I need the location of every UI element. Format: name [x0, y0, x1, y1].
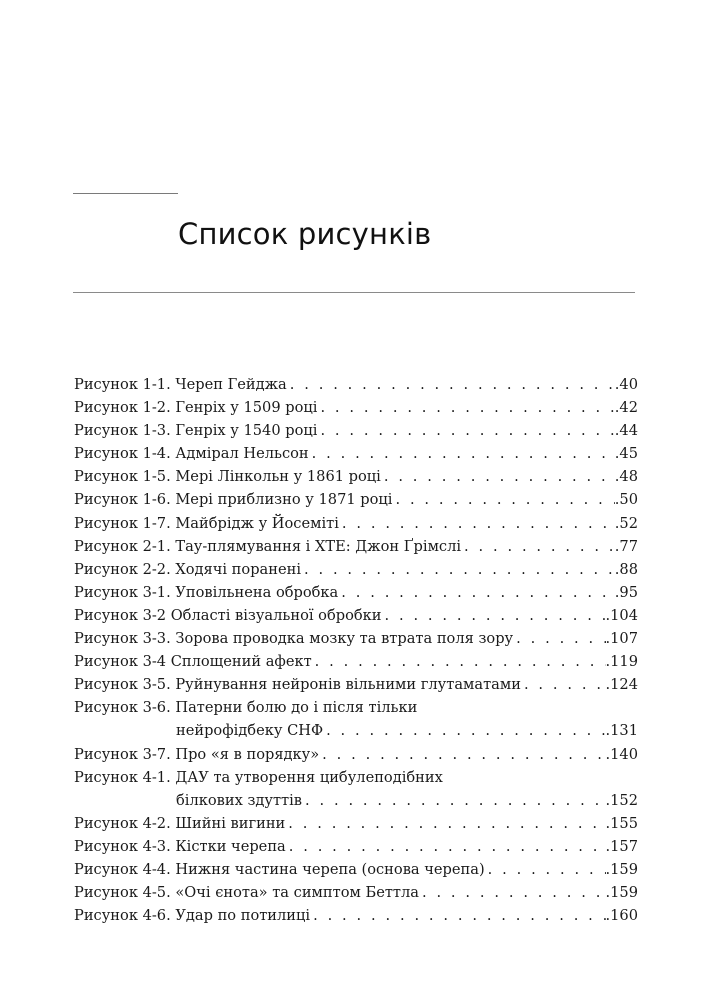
entry-label-continuation: білкових здуттів — [176, 791, 303, 809]
entry-page-number: .48 — [614, 468, 638, 486]
list-item — [74, 535, 638, 558]
entry-label: Рисунок 2-1. Тау-плямування і ХТЕ: Джон Ґрімслі — [74, 537, 462, 555]
entry-page-number: .124 — [605, 676, 638, 694]
dot-leader — [385, 604, 606, 627]
entry-page-number: .119 — [605, 653, 638, 671]
dot-leader — [288, 812, 605, 835]
list-item — [74, 488, 638, 511]
list-item-continuation — [74, 789, 638, 812]
entry-label: Рисунок 1-6. Мері приблизно у 1871 році — [74, 491, 393, 509]
dot-leader — [342, 512, 615, 535]
entry-label: Рисунок 3-7. Про «я в порядку» — [74, 745, 320, 763]
header-rule-short — [73, 193, 178, 194]
dot-leader — [315, 650, 606, 673]
entry-page-number: .155 — [605, 814, 638, 832]
dot-leader — [320, 419, 614, 442]
entry-page-number: .88 — [614, 560, 638, 578]
list-item — [74, 627, 638, 650]
entry-page-number: .140 — [605, 745, 638, 763]
entry-label: Рисунок 3-4 Сплощений афект — [74, 653, 312, 671]
entry-label: Рисунок 3-1. Уповільнена обробка — [74, 583, 339, 601]
entry-label: Рисунок 1-4. Адмірал Нельсон — [74, 445, 309, 463]
dot-leader — [395, 488, 614, 511]
entry-page-number: .160 — [605, 907, 638, 925]
list-item — [74, 396, 638, 419]
dot-leader — [322, 743, 605, 766]
list-item — [74, 373, 638, 396]
list-item — [74, 766, 638, 789]
dot-leader — [289, 835, 606, 858]
entry-label: Рисунок 4-1. ДАУ та утворення цибулеподібних — [74, 768, 443, 786]
entry-page-number: .159 — [605, 884, 638, 902]
list-item — [74, 904, 638, 927]
entry-label: Рисунок 3-5. Руйнування нейронів вільними глутаматами — [74, 676, 521, 694]
entry-page-number: .157 — [605, 837, 638, 855]
list-item — [74, 650, 638, 673]
entry-page-number: .45 — [614, 445, 638, 463]
list-item — [74, 581, 638, 604]
entry-page-number: .50 — [614, 491, 638, 509]
entry-label: Рисунок 4-4. Нижня частина черепа (основа черепа) — [74, 860, 485, 878]
entry-page-number: .107 — [605, 630, 638, 648]
list-item — [74, 442, 638, 465]
list-item — [74, 419, 638, 442]
entry-label: Рисунок 1-5. Мері Лінкольн у 1861 році — [74, 468, 381, 486]
entry-label: Рисунок 3-2 Області візуальної обробки — [74, 606, 382, 624]
dot-leader — [313, 904, 605, 927]
entry-label-continuation: нейрофідбеку СНФ — [176, 722, 324, 740]
list-item — [74, 743, 638, 766]
dot-leader — [341, 581, 615, 604]
entry-label: Рисунок 2-2. Ходячі поранені — [74, 560, 301, 578]
dot-leader — [422, 881, 606, 904]
entry-label: Рисунок 1-2. Генріх у 1509 році — [74, 399, 318, 417]
list-item-continuation — [74, 719, 638, 742]
list-item — [74, 673, 638, 696]
dot-leader — [464, 535, 615, 558]
dot-leader — [320, 396, 614, 419]
list-item — [74, 696, 638, 719]
entry-page-number: .44 — [614, 422, 638, 440]
entry-label: Рисунок 4-6. Удар по потилиці — [74, 907, 311, 925]
entry-label: Рисунок 4-2. Шийні вигини — [74, 814, 286, 832]
entry-label: Рисунок 4-5. «Очі єнота» та симптом Беттла — [74, 884, 419, 902]
entry-page-number: .52 — [614, 514, 638, 532]
entry-label: Рисунок 1-1. Череп Гейджа — [74, 376, 287, 393]
entry-page-number: .95 — [614, 583, 638, 601]
list-item — [74, 512, 638, 535]
dot-leader — [305, 789, 605, 812]
entry-page-number: .159 — [605, 860, 638, 878]
dot-leader — [304, 558, 615, 581]
dot-leader — [290, 373, 615, 396]
list-item — [74, 858, 638, 881]
list-item — [74, 558, 638, 581]
figure-list — [74, 373, 638, 927]
entry-page-number: .77 — [614, 537, 638, 555]
header-rule-long — [73, 292, 635, 293]
dot-leader — [524, 673, 606, 696]
entry-page-number: .152 — [605, 791, 638, 809]
dot-leader — [384, 465, 615, 488]
entry-label: Рисунок 3-6. Патерни болю до і після тільки — [74, 699, 418, 717]
dot-leader — [312, 442, 615, 465]
list-item — [74, 604, 638, 627]
dot-leader — [326, 719, 605, 742]
entry-label: Рисунок 1-3. Генріх у 1540 році — [74, 422, 318, 440]
list-item — [74, 812, 638, 835]
list-item — [74, 881, 638, 904]
entry-page-number: .40 — [614, 376, 638, 393]
entry-page-number: .42 — [614, 399, 638, 417]
page-title: Список рисунків — [178, 217, 432, 252]
dot-leader — [516, 627, 605, 650]
list-item — [74, 835, 638, 858]
entry-label: Рисунок 1-7. Майбрідж у Йосеміті — [74, 514, 339, 532]
entry-page-number: .131 — [605, 722, 638, 740]
entry-label: Рисунок 3-3. Зорова проводка мозку та втрата поля зору — [74, 630, 514, 648]
list-item — [74, 465, 638, 488]
dot-leader — [488, 858, 606, 881]
entry-page-number: .104 — [605, 606, 638, 624]
entry-label: Рисунок 4-3. Кістки черепа — [74, 837, 286, 855]
